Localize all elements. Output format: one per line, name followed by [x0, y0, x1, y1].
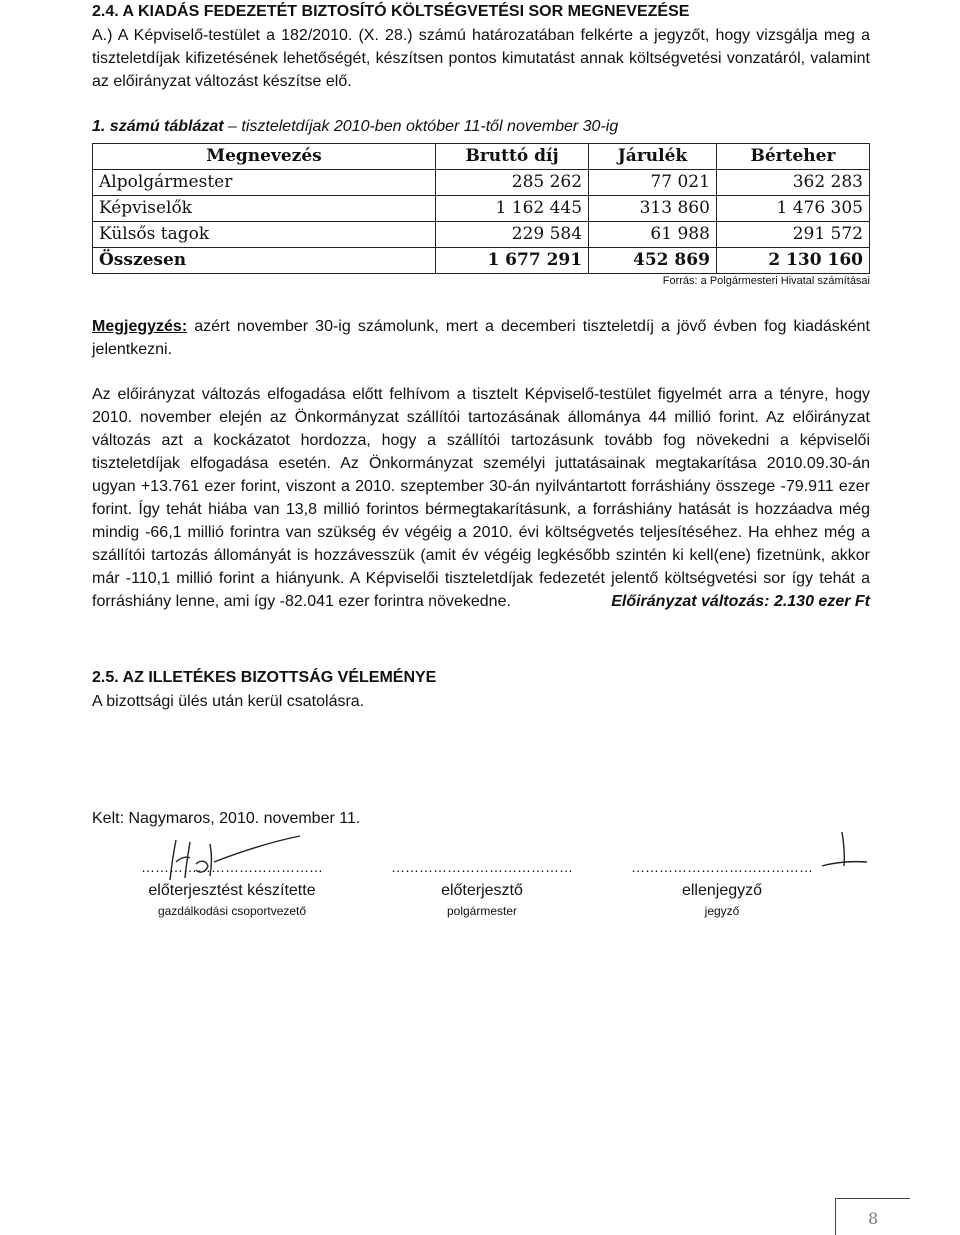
- signature-role: előterjesztő: [441, 882, 523, 899]
- table-cell: 61 988: [589, 222, 717, 248]
- signature-role: ellenjegyző: [681, 882, 763, 899]
- table-cell: 1 162 445: [436, 196, 589, 222]
- table-cell: Külsős tagok: [93, 222, 436, 248]
- table-cell: 452 869: [589, 248, 717, 274]
- note-text: azért november 30-ig számolunk, mert a decemberi tiszteletdíj a jövő évben fog kiadásként jelentkezni.: [92, 318, 870, 358]
- committee-text: A bizottsági ülés után kerül csatolásra.: [92, 693, 365, 710]
- signature-line: …………………………………: [391, 859, 573, 875]
- table-header-total-cost: Bérteher: [716, 144, 869, 170]
- note-paragraph: [92, 315, 870, 361]
- table-header-contribution: Járulék: [589, 144, 717, 170]
- table-row: [93, 170, 870, 196]
- page-number: 8: [868, 1209, 879, 1228]
- dated-line: Kelt: Nagymaros, 2010. november 11.: [92, 810, 361, 827]
- table-cell: 1 677 291: [436, 248, 589, 274]
- table-header-name: Megnevezés: [93, 144, 436, 170]
- signature-block-preparer: [112, 860, 352, 918]
- note-label: Megjegyzés:: [92, 318, 188, 335]
- section-heading-25: 2.5. AZ ILLETÉKES BIZOTTSÁG VÉLEMÉNYE: [92, 669, 437, 686]
- appropriation-change: Előirányzat változás: 2.130 ezer Ft: [611, 593, 870, 610]
- main-paragraph: [92, 383, 870, 613]
- table-caption-number: 1. számú táblázat: [92, 118, 224, 135]
- table-cell: 362 283: [716, 170, 869, 196]
- table-cell: Képviselők: [93, 196, 436, 222]
- table-cell: Összesen: [93, 248, 436, 274]
- table-cell: 229 584: [436, 222, 589, 248]
- table-cell: 2 130 160: [716, 248, 869, 274]
- table-cell: Alpolgármester: [93, 170, 436, 196]
- page-number-box: [835, 1198, 910, 1235]
- table-header-gross: Bruttó díj: [436, 144, 589, 170]
- signature-title: jegyző: [704, 904, 740, 918]
- table-total-row: [93, 248, 870, 274]
- table-caption: [92, 118, 618, 136]
- section-heading-24: 2.4. A KIADÁS FEDEZETÉT BIZTOSÍTÓ KÖLTSÉGVETÉSI SOR MEGNEVEZÉSE: [92, 3, 690, 20]
- signature-line: …………………………………: [141, 859, 323, 875]
- table-caption-text: – tiszteletdíjak 2010-ben október 11-től november 30-ig: [223, 118, 619, 135]
- table-cell: 77 021: [589, 170, 717, 196]
- signature-line: …………………………………: [631, 859, 813, 875]
- table-cell: 1 476 305: [716, 196, 869, 222]
- signature-title: polgármester: [446, 904, 518, 918]
- table-cell: 313 860: [589, 196, 717, 222]
- intro-paragraph: A.) A Képviselő-testület a 182/2010. (X. 28.) számú határozatában felkérte a jegyzőt, hogy vizsgálja meg a tiszteletdíjak kifizetésének lehetőségét, készítsen pontos kimutatást annak költségvetési vonzatáról, valamint az előirányzat változást készítse elő.: [92, 27, 870, 90]
- signature-title: gazdálkodási csoportvezető: [157, 904, 307, 918]
- signature-block-countersigner: [612, 860, 832, 918]
- fees-table: [92, 143, 870, 274]
- signature-block-proposer: [382, 860, 582, 918]
- signature-role: előterjesztést készítette: [148, 882, 316, 899]
- table-row: [93, 196, 870, 222]
- table-header-row: [93, 144, 870, 170]
- table-source: Forrás: a Polgármesteri Hivatal számításai: [662, 275, 870, 287]
- table-row: [93, 222, 870, 248]
- table-cell: 291 572: [716, 222, 869, 248]
- main-paragraph-text: Az előirányzat változás elfogadása előtt felhívom a tisztelt Képviselő-testület figyelmét arra a tényre, hogy 2010. november elején az Önkormányzat szállítói tartozásának állománya 44 millió forint. Az előirányzat változás azt a kockázatot hordozza, hogy a szállítói tartozásunk tovább fog növekedni a képviselői tiszteletdíjak elfogadása esetén. Az Önkormányzat személyi juttatásainak megtakarítása 2010.09.30-án ugyan +13.761 ezer forint, viszont a 2010. szeptember 30-án nyilvántartott forráshiány összege -79.911 ezer forint. Így tehát hiába van 13,8 millió forintos bérmegtakarításunk, a forráshiány hatását is hozzáadva még mindig -66,1 millió forintra van szükség év végéig a 2010. évi költségvetés teljesítéséhez. Ha ehhez még a szállítói tartozás állományát is hozzávesszük (amit év végéig legkésőbb szintén ki kell(ene) fizetnünk, akkor már -110,1 millió forint a hiányunk. A Képviselői tiszteletdíjak fedezetét jelentő költségvetési sor így tehát a forráshiány lenne, ami így -82.041 ezer forintra növekedne.: [92, 386, 870, 610]
- table-cell: 285 262: [436, 170, 589, 196]
